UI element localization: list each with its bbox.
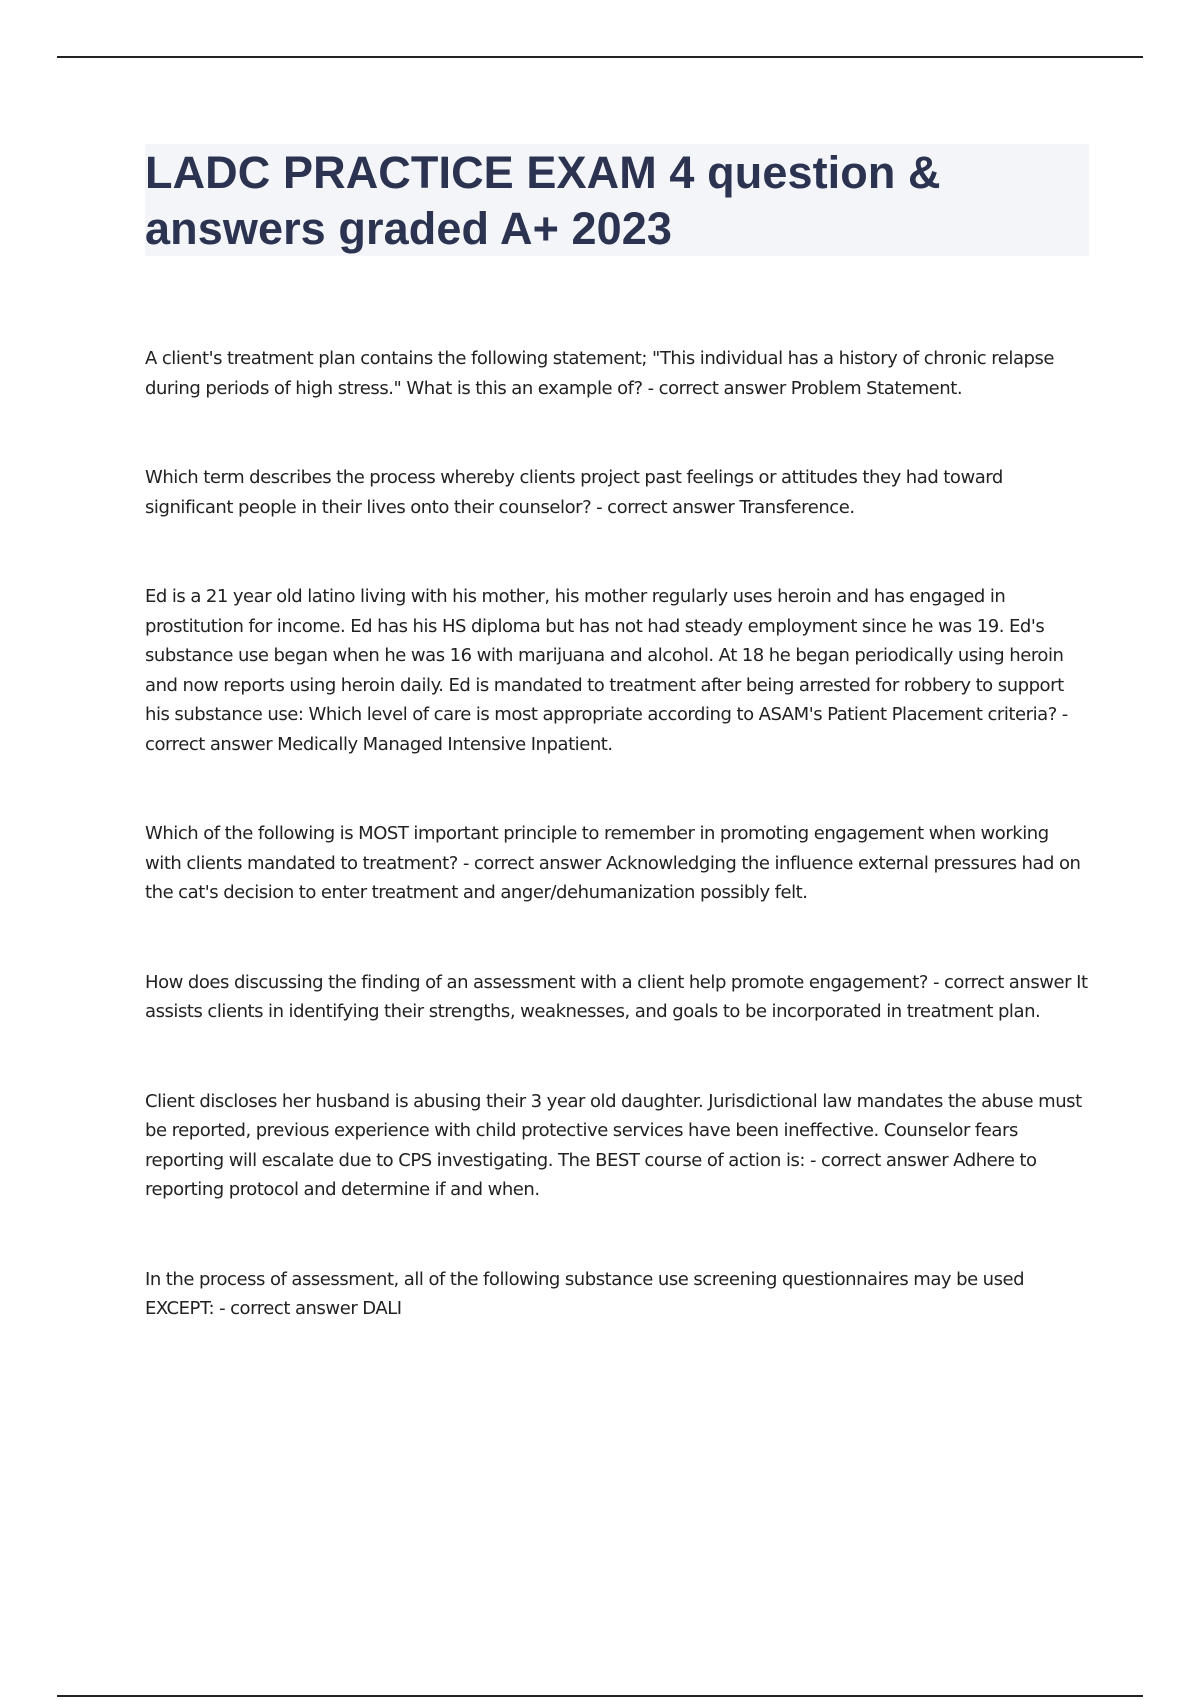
qa-item-engagement-principle: Which of the following is MOST important principle to remember in promoting engagement when working with clients mandated to treatment? - correct answer Acknowledging the influence external pressures had on the cat's decision to enter treatment and anger/dehumanization possibly felt. (145, 823, 1081, 903)
qa-item-assessment-findings: How does discussing the finding of an assessment with a client help promote engagement? - correct answer It assists clients in identifying their strengths, weaknesses, and goals to be incorporated in treatment plan. (145, 971, 1088, 1022)
top-rule (57, 56, 1143, 58)
qa-list (145, 344, 1089, 1324)
qa-item-level-of-care: Ed is a 21 year old latino living with his mother, his mother regularly uses heroin and has engaged in prostitution for income. Ed has his HS diploma but has not had steady employment since he was 19. Ed's substance use began when he was 16 with marijuana and alcohol. At 18 he began periodically using heroin and now reports using heroin daily. Ed is mandated to treatment after being arrested for robbery to support his substance use: Which level of care is most appropriate according to ASAM's Patient Placement criteria? - correct answer Medically Managed Intensive Inpatient. (145, 586, 1068, 755)
bottom-rule (57, 1695, 1143, 1697)
title-block (145, 144, 1089, 256)
qa-item-transference: Which term describes the process whereby clients project past feelings or attitudes they had toward significant people in their lives onto their counselor? - correct answer Transference. (145, 467, 1003, 518)
qa-item-abuse-reporting: Client discloses her husband is abusing their 3 year old daughter. Jurisdictional law mandates the abuse must be reported, previous experience with child protective services have been ineffective. Counselor fears reporting will escalate due to CPS investigating. The BEST course of action is: - correct answer Adhere to reporting protocol and determine if and when. (145, 1090, 1082, 1200)
qa-item-screening-questionnaires: In the process of assessment, all of the following substance use screening questionnaires may be used EXCEPT: - correct answer DALI (145, 1268, 1025, 1319)
document-title: LADC PRACTICE EXAM 4 question & answers graded A+ 2023 (145, 147, 941, 254)
qa-item-problem-statement: A client's treatment plan contains the following statement; "This individual has a history of chronic relapse during periods of high stress." What is this an example of? - correct answer Problem Statement. (145, 348, 1055, 399)
